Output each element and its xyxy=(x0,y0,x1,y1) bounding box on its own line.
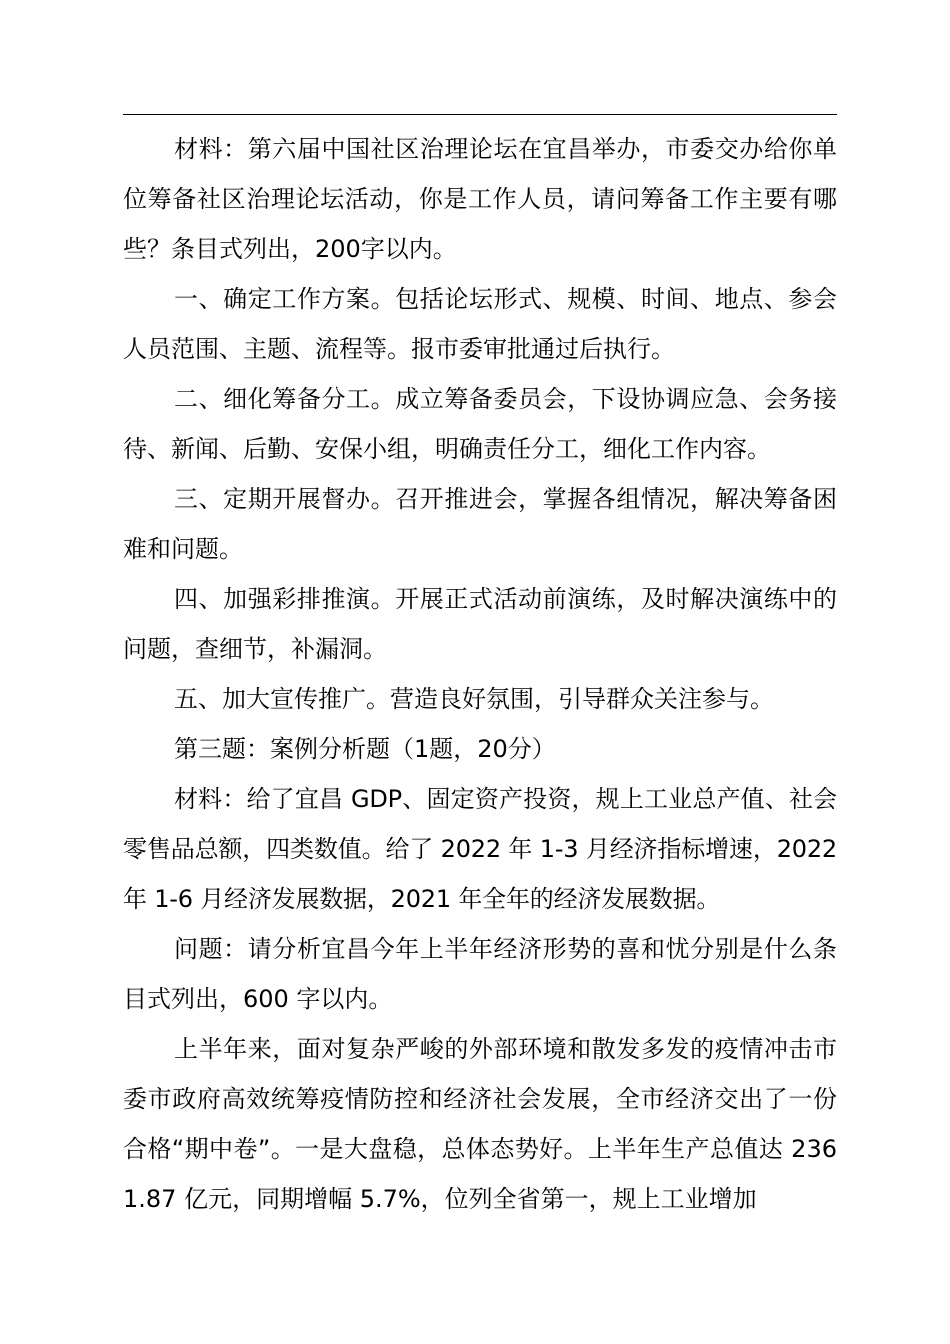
paragraph-question: 问题：请分析宜昌今年上半年经济形势的喜和忧分别是什么条目式列出，600 字以内。 xyxy=(123,935,837,1013)
document-body xyxy=(123,124,837,1224)
paragraph-item-3: 三、定期开展督办。召开推进会，掌握各组情况，解决筹备困难和问题。 xyxy=(123,485,837,563)
header-rule xyxy=(123,114,837,115)
paragraph-answer: 上半年来，面对复杂严峻的外部环境和散发多发的疫情冲击市委市政府高效统筹疫情防控和经济社会发展，全市经济交出了一份合格“期中卷”。一是大盘稳，总体态势好。上半年生产总值达 2361.87 亿元，同期增幅 5.7%，位列全省第一，规上工业增加 xyxy=(123,1035,837,1213)
paragraph-material-forum: 材料：第六届中国社区治理论坛在宜昌举办，市委交办给你单位筹备社区治理论坛活动，你是工作人员，请问筹备工作主要有哪些？条目式列出，200字以内。 xyxy=(123,135,837,263)
paragraph-item-4: 四、加强彩排推演。开展正式活动前演练，及时解决演练中的问题，查细节，补漏洞。 xyxy=(123,585,837,663)
paragraph-item-5: 五、加大宣传推广。营造良好氛围，引导群众关注参与。 xyxy=(174,685,774,713)
paragraph-material-data: 材料：给了宜昌 GDP、固定资产投资，规上工业总产值、社会零售品总额，四类数值。给了 2022 年 1-3 月经济指标增速，2022 年 1-6 月经济发展数据，2021 年全年的经济发展数据。 xyxy=(123,785,837,913)
paragraph-question-three-heading: 第三题：案例分析题（1题，20分） xyxy=(174,735,556,763)
paragraph-item-1: 一、确定工作方案。包括论坛形式、规模、时间、地点、参会人员范围、主题、流程等。报市委审批通过后执行。 xyxy=(123,285,837,363)
paragraph-item-2: 二、细化筹备分工。成立筹备委员会，下设协调应急、会务接待、新闻、后勤、安保小组，明确责任分工，细化工作内容。 xyxy=(123,385,837,463)
